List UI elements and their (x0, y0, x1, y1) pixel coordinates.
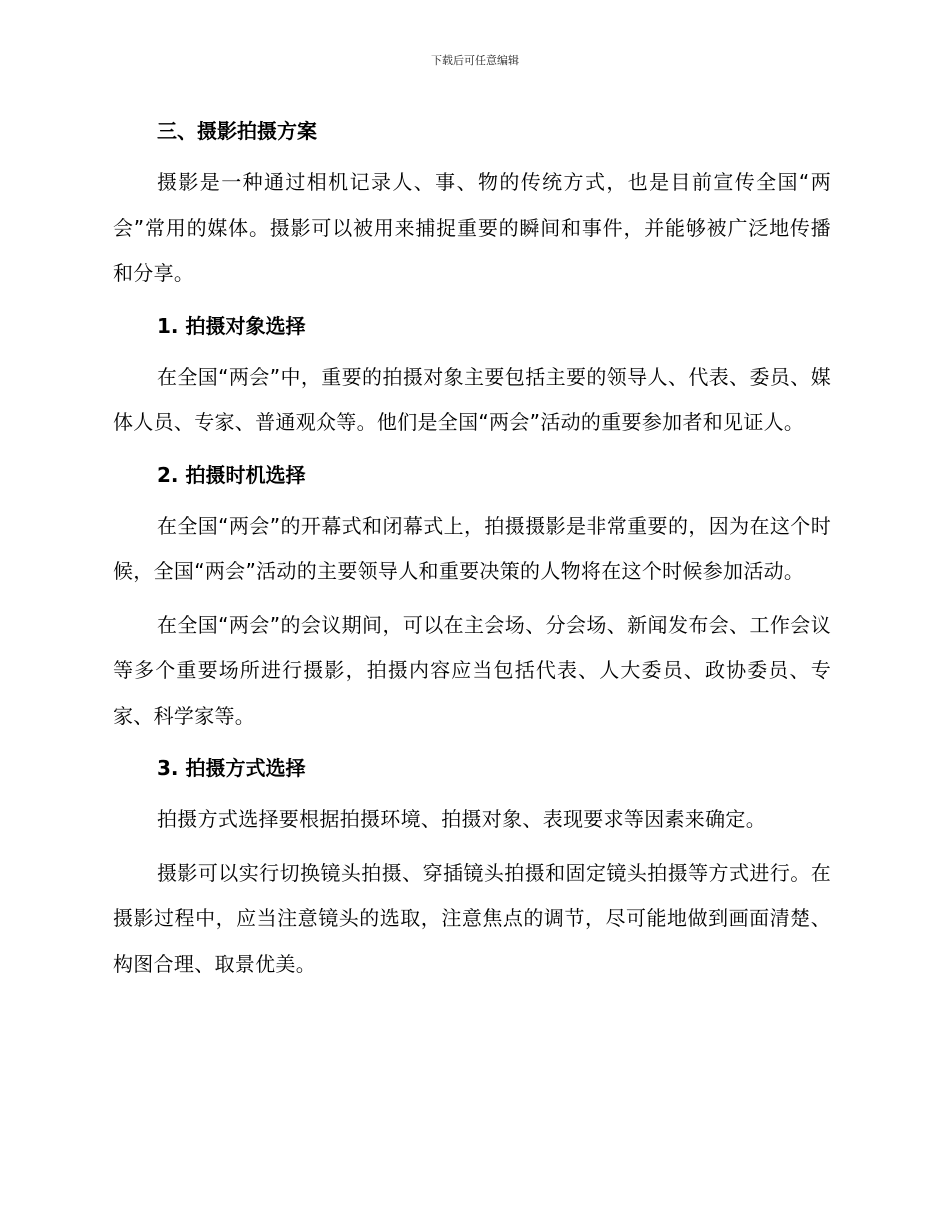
subsection-3-paragraph-1: 拍摄方式选择要根据拍摄环境、拍摄对象、表现要求等因素来确定。 (157, 807, 766, 831)
subsection-title-3: 3. 拍摄方式选择 (157, 756, 306, 780)
subsection-title-2: 2. 拍摄时机选择 (157, 462, 306, 487)
document-body (113, 110, 831, 987)
subsection-1-paragraph-1: 在全国“两会”中，重要的拍摄对象主要包括主要的领导人、代表、委员、媒体人员、专家、普通观众等。他们是全国“两会”活动的重要参加者和见证人。 (113, 364, 831, 434)
subsection-3-paragraph-2: 摄影可以实行切换镜头拍摄、穿插镜头拍摄和固定镜头拍摄等方式进行。在摄影过程中，应当注意镜头的选取，注意焦点的调节，尽可能地做到画面清楚、构图合理、取景优美。 (113, 860, 831, 976)
subsection-2-paragraph-2: 在全国“两会”的会议期间，可以在主会场、分会场、新闻发布会、工作会议等多个重要场所进行摄影，拍摄内容应当包括代表、人大委员、政协委员、专家、科学家等。 (113, 612, 831, 728)
section-title: 三、摄影拍摄方案 (157, 119, 317, 143)
page-header-note: 下载后可任意编辑 (431, 54, 519, 67)
intro-paragraph: 摄影是一种通过相机记录人、事、物的传统方式，也是目前宣传全国“两会”常用的媒体。摄影可以被用来捕捉重要的瞬间和事件，并能够被广泛地传播和分享。 (113, 170, 831, 285)
subsection-2-paragraph-1: 在全国“两会”的开幕式和闭幕式上，拍摄摄影是非常重要的，因为在这个时候，全国“两会”活动的主要领导人和重要决策的人物将在这个时候参加活动。 (113, 513, 831, 583)
subsection-title-1: 1. 拍摄对象选择 (157, 313, 306, 338)
